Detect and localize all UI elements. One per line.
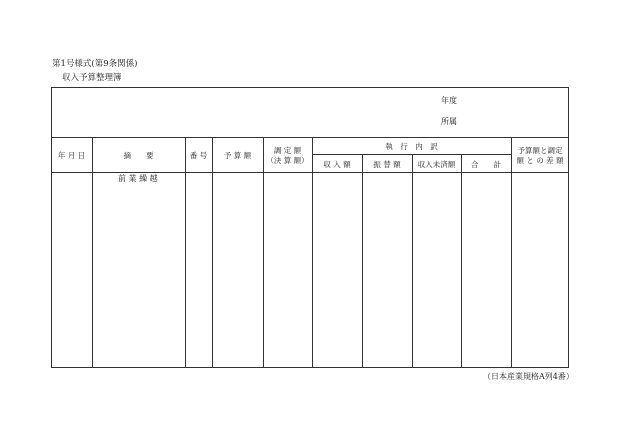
difference-header-line2: 額 と の 差 額: [516, 156, 564, 166]
transfer-column-header: 振 替 額: [373, 160, 401, 169]
difference-header-line1: 予算額と調定: [517, 146, 563, 155]
summary-column-header: 摘 要: [123, 151, 154, 160]
header-divider: [51, 137, 569, 138]
assessed-header-line1: 調 定 額: [273, 146, 302, 155]
column-divider: [212, 137, 213, 368]
difference-column-header: [511, 146, 569, 166]
form-label: 第1号様式(第9条関係): [52, 59, 138, 69]
total-column-header: 合 計: [471, 160, 501, 169]
form-title: 収入予算整理簿: [62, 73, 122, 83]
unpaid-column-header: 収入未済額: [417, 160, 456, 169]
column-divider: [511, 137, 512, 368]
column-divider: [263, 137, 264, 368]
column-divider: [461, 154, 462, 368]
ledger-table: [51, 87, 569, 368]
received-column-header: 収 入 額: [323, 160, 351, 169]
assessed-header-line2: （決 算 額）: [266, 156, 309, 166]
budget-column-header: 予 算 額: [223, 151, 252, 160]
department-label: 所属: [441, 117, 457, 126]
date-column-header: 年 月 日: [57, 151, 86, 160]
column-divider: [312, 137, 313, 368]
number-column-header: 番 号: [189, 151, 208, 160]
fiscal-year-label: 年度: [441, 96, 457, 105]
column-divider: [362, 154, 363, 368]
column-divider: [412, 154, 413, 368]
assessed-column-header: [263, 146, 312, 166]
paper-size-note: （日本産業規格A列4番）: [483, 372, 574, 381]
column-header-bottom: [51, 172, 569, 173]
column-divider: [185, 137, 186, 368]
execution-group-header: 執 行 内 訳: [385, 142, 438, 151]
carried-forward-entry: 前 業 繰 越: [118, 174, 158, 183]
column-divider: [92, 137, 93, 368]
